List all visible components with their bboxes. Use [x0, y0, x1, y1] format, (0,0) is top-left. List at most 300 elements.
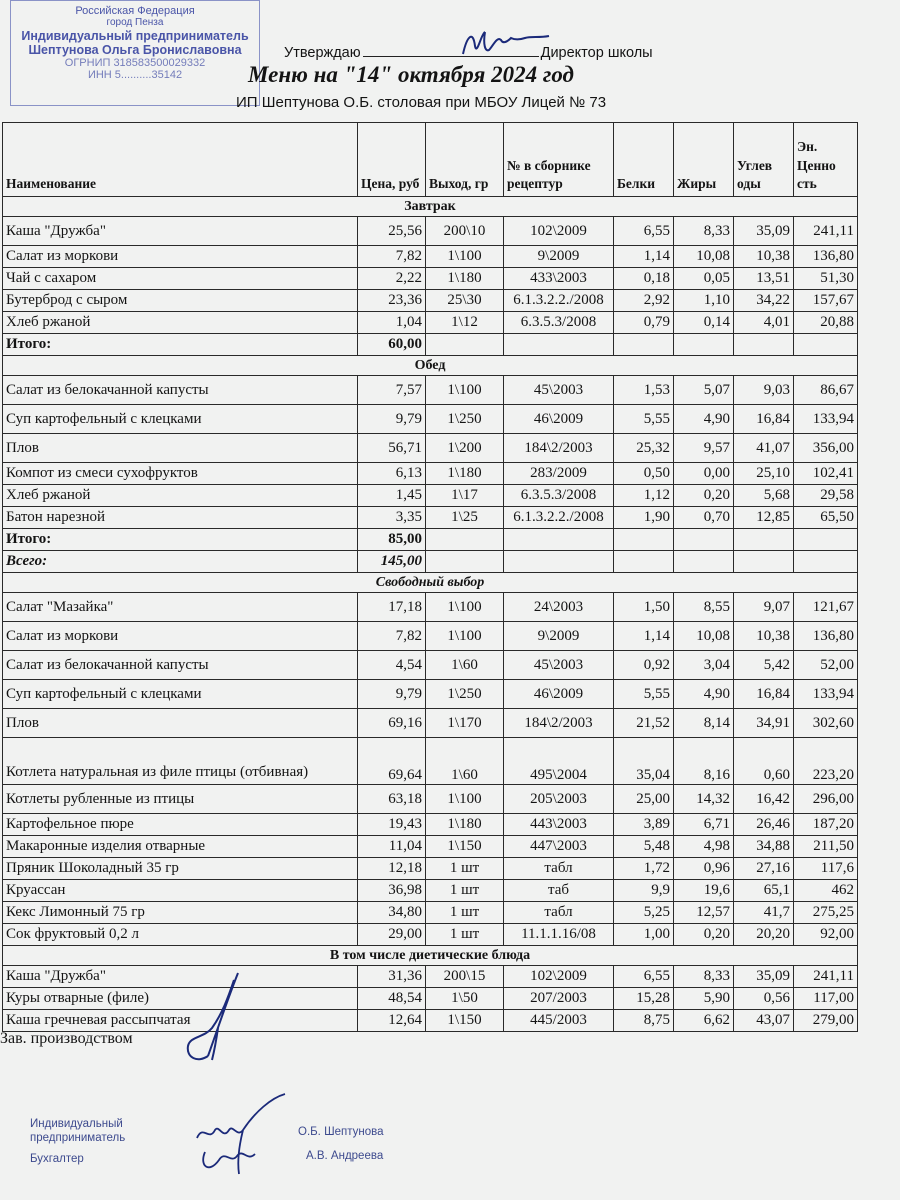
- cell-recipe: 11.1.1.16/08: [504, 924, 614, 946]
- header-fat: Жиры: [674, 123, 734, 197]
- cell-fat: 9,57: [674, 434, 734, 463]
- table-header: [3, 123, 858, 197]
- entrepreneur-signature-icon: [185, 1090, 295, 1180]
- cell-recipe: 495\2004: [504, 738, 614, 785]
- cell-price: 36,98: [358, 880, 426, 902]
- cell-energy: 302,60: [794, 709, 858, 738]
- total-value: 85,00: [358, 529, 426, 551]
- cell-energy: 117,6: [794, 858, 858, 880]
- cell-recipe: 207/2003: [504, 988, 614, 1010]
- empty-cell: [426, 551, 504, 573]
- cell-fat: 19,6: [674, 880, 734, 902]
- cell-name: Компот из смеси сухофруктов: [3, 463, 358, 485]
- empty-cell: [504, 334, 614, 356]
- table-row: [3, 858, 858, 880]
- header-price: Цена, руб: [358, 123, 426, 197]
- table-row: [3, 485, 858, 507]
- cell-carbs: 4,01: [734, 312, 794, 334]
- cell-output: 1\200: [426, 434, 504, 463]
- section-row-breakfast: [3, 197, 858, 217]
- cell-carbs: 41,7: [734, 902, 794, 924]
- cell-output: 1 шт: [426, 858, 504, 880]
- name-accountant: А.В. Андреева: [306, 1150, 384, 1162]
- total-label: Всего:: [3, 551, 358, 573]
- cell-price: 25,56: [358, 217, 426, 246]
- cell-protein: 8,75: [614, 1010, 674, 1032]
- cell-price: 1,45: [358, 485, 426, 507]
- cell-carbs: 34,91: [734, 709, 794, 738]
- header-energy: Эн. Ценно сть: [794, 123, 858, 197]
- cell-recipe: 102\2009: [504, 217, 614, 246]
- cell-fat: 5,07: [674, 376, 734, 405]
- cell-protein: 6,55: [614, 966, 674, 988]
- cell-carbs: 16,42: [734, 785, 794, 814]
- cell-energy: 356,00: [794, 434, 858, 463]
- cell-protein: 1,12: [614, 485, 674, 507]
- cell-name: Чай с сахаром: [3, 268, 358, 290]
- cell-fat: 8,55: [674, 593, 734, 622]
- table-row: [3, 836, 858, 858]
- cell-price: 6,13: [358, 463, 426, 485]
- cell-carbs: 16,84: [734, 680, 794, 709]
- table-row: [3, 622, 858, 651]
- cell-recipe: 9\2009: [504, 622, 614, 651]
- cell-carbs: 9,07: [734, 593, 794, 622]
- cell-name: Салат из белокачанной капусты: [3, 651, 358, 680]
- cell-name: Каша гречневая рассыпчатая: [3, 1010, 358, 1032]
- table-row: [3, 814, 858, 836]
- cell-fat: 0,20: [674, 924, 734, 946]
- cell-energy: 241,11: [794, 966, 858, 988]
- table-row: [3, 709, 858, 738]
- cell-price: 48,54: [358, 988, 426, 1010]
- cell-recipe: 205\2003: [504, 785, 614, 814]
- table-body: [3, 197, 858, 1032]
- cell-price: 69,64: [358, 738, 426, 785]
- empty-cell: [674, 551, 734, 573]
- cell-output: 200\10: [426, 217, 504, 246]
- cell-recipe: 46\2009: [504, 680, 614, 709]
- stamp-owner: Шептунова Ольга Брониславовна: [28, 42, 242, 57]
- stamp-city: город Пенза: [106, 17, 164, 29]
- cell-recipe: 6.3.5.3/2008: [504, 485, 614, 507]
- cell-fat: 4,90: [674, 405, 734, 434]
- cell-fat: 12,57: [674, 902, 734, 924]
- cell-recipe: 184\2/2003: [504, 434, 614, 463]
- cell-price: 2,22: [358, 268, 426, 290]
- cell-recipe: 184\2/2003: [504, 709, 614, 738]
- table-row: [3, 246, 858, 268]
- cell-energy: 117,00: [794, 988, 858, 1010]
- table-row: [3, 738, 858, 785]
- cell-name: Каша "Дружба": [3, 217, 358, 246]
- cell-protein: 1,90: [614, 507, 674, 529]
- cell-protein: 5,55: [614, 680, 674, 709]
- cell-recipe: 445/2003: [504, 1010, 614, 1032]
- cell-recipe: 447\2003: [504, 836, 614, 858]
- role-entrepreneur: Индивидуальный предприниматель: [30, 1118, 126, 1144]
- cell-output: 1\100: [426, 246, 504, 268]
- table-row: [3, 290, 858, 312]
- cell-name: Хлеб ржаной: [3, 312, 358, 334]
- empty-cell: [426, 529, 504, 551]
- cell-carbs: 0,60: [734, 738, 794, 785]
- cell-name: Плов: [3, 434, 358, 463]
- cell-price: 1,04: [358, 312, 426, 334]
- cell-price: 23,36: [358, 290, 426, 312]
- cell-protein: 0,18: [614, 268, 674, 290]
- cell-carbs: 10,38: [734, 246, 794, 268]
- section-title: Завтрак: [3, 197, 858, 217]
- cell-energy: 187,20: [794, 814, 858, 836]
- cell-carbs: 25,10: [734, 463, 794, 485]
- cell-recipe: 6.1.3.2.2./2008: [504, 290, 614, 312]
- cell-fat: 4,98: [674, 836, 734, 858]
- cell-name: Салат "Мазайка": [3, 593, 358, 622]
- total-value: 60,00: [358, 334, 426, 356]
- cell-name: Котлеты рубленные из птицы: [3, 785, 358, 814]
- cell-fat: 10,08: [674, 246, 734, 268]
- cell-price: 12,18: [358, 858, 426, 880]
- table-row: [3, 434, 858, 463]
- cell-name: Батон нарезной: [3, 507, 358, 529]
- cell-price: 34,80: [358, 902, 426, 924]
- cell-name: Котлета натуральная из филе птицы (отбивная): [3, 738, 358, 785]
- cell-energy: 29,58: [794, 485, 858, 507]
- cell-name: Сок фруктовый 0,2 л: [3, 924, 358, 946]
- section-row-diet: [3, 946, 858, 966]
- cell-fat: 6,71: [674, 814, 734, 836]
- cell-fat: 0,05: [674, 268, 734, 290]
- cell-output: 1\100: [426, 622, 504, 651]
- table-row: [3, 312, 858, 334]
- table-row: [3, 988, 858, 1010]
- cell-fat: 8,16: [674, 738, 734, 785]
- cell-price: 4,54: [358, 651, 426, 680]
- cell-carbs: 20,20: [734, 924, 794, 946]
- table-row: [3, 507, 858, 529]
- menu-table: [2, 122, 858, 1032]
- cell-name: Салат из моркови: [3, 246, 358, 268]
- cell-fat: 0,14: [674, 312, 734, 334]
- cell-output: 1 шт: [426, 902, 504, 924]
- cell-name: Плов: [3, 709, 358, 738]
- cell-protein: 0,92: [614, 651, 674, 680]
- cell-energy: 52,00: [794, 651, 858, 680]
- cell-protein: 2,92: [614, 290, 674, 312]
- cell-carbs: 43,07: [734, 1010, 794, 1032]
- cell-output: 1\60: [426, 651, 504, 680]
- cell-price: 31,36: [358, 966, 426, 988]
- empty-cell: [426, 334, 504, 356]
- empty-cell: [794, 529, 858, 551]
- empty-cell: [674, 529, 734, 551]
- cell-protein: 5,55: [614, 405, 674, 434]
- cell-protein: 15,28: [614, 988, 674, 1010]
- production-manager-label: Зав. производством: [0, 1030, 133, 1047]
- cell-energy: 462: [794, 880, 858, 902]
- table-row: [3, 680, 858, 709]
- cell-protein: 0,50: [614, 463, 674, 485]
- stamp-country: Российская Федерация: [75, 5, 195, 17]
- cell-energy: 223,20: [794, 738, 858, 785]
- cell-protein: 1,14: [614, 622, 674, 651]
- cell-protein: 1,72: [614, 858, 674, 880]
- cell-name: Каша "Дружба": [3, 966, 358, 988]
- cell-protein: 1,00: [614, 924, 674, 946]
- cell-energy: 92,00: [794, 924, 858, 946]
- cell-fat: 3,04: [674, 651, 734, 680]
- cell-recipe: 45\2003: [504, 651, 614, 680]
- cell-name: Суп картофельный с клецками: [3, 405, 358, 434]
- cell-fat: 0,00: [674, 463, 734, 485]
- total-label: Итого:: [3, 334, 358, 356]
- cell-output: 1 шт: [426, 924, 504, 946]
- cell-output: 25\30: [426, 290, 504, 312]
- cell-recipe: 9\2009: [504, 246, 614, 268]
- cell-protein: 5,48: [614, 836, 674, 858]
- cell-carbs: 9,03: [734, 376, 794, 405]
- cell-energy: 136,80: [794, 246, 858, 268]
- cell-output: 1\180: [426, 814, 504, 836]
- cell-carbs: 12,85: [734, 507, 794, 529]
- cell-energy: 133,94: [794, 680, 858, 709]
- page-subtitle: ИП Шептунова О.Б. столовая при МБОУ Лицей № 73: [236, 94, 607, 111]
- empty-cell: [614, 529, 674, 551]
- cell-carbs: 65,1: [734, 880, 794, 902]
- cell-fat: 6,62: [674, 1010, 734, 1032]
- cell-recipe: 6.1.3.2.2./2008: [504, 507, 614, 529]
- cell-energy: 211,50: [794, 836, 858, 858]
- director-signature-icon: [455, 26, 555, 62]
- cell-carbs: 5,68: [734, 485, 794, 507]
- cell-energy: 279,00: [794, 1010, 858, 1032]
- cell-output: 1\180: [426, 463, 504, 485]
- cell-protein: 5,25: [614, 902, 674, 924]
- cell-fat: 0,96: [674, 858, 734, 880]
- cell-output: 1\150: [426, 1010, 504, 1032]
- cell-name: Картофельное пюре: [3, 814, 358, 836]
- page-title: Меню на "14" октября 2024 год: [248, 62, 574, 87]
- cell-output: 200\15: [426, 966, 504, 988]
- table-row: [3, 593, 858, 622]
- cell-name: Хлеб ржаной: [3, 485, 358, 507]
- stamp-inn: ИНН 5..........35142: [87, 68, 183, 81]
- cell-protein: 25,00: [614, 785, 674, 814]
- table-row: [3, 463, 858, 485]
- cell-protein: 1,14: [614, 246, 674, 268]
- cell-fat: 8,33: [674, 217, 734, 246]
- cell-energy: 121,67: [794, 593, 858, 622]
- total-row: [3, 529, 858, 551]
- cell-recipe: 433\2003: [504, 268, 614, 290]
- cell-carbs: 13,51: [734, 268, 794, 290]
- cell-name: Салат из белокачанной капусты: [3, 376, 358, 405]
- total-label: Итого:: [3, 529, 358, 551]
- cell-output: 1\180: [426, 268, 504, 290]
- table-row: [3, 1010, 858, 1032]
- empty-cell: [674, 334, 734, 356]
- cell-fat: 14,32: [674, 785, 734, 814]
- section-title: В том числе диетические блюда: [3, 946, 858, 966]
- cell-carbs: 0,56: [734, 988, 794, 1010]
- empty-cell: [504, 551, 614, 573]
- stamp-type: Индивидуальный предприниматель: [21, 28, 249, 43]
- cell-price: 3,35: [358, 507, 426, 529]
- table-row: [3, 217, 858, 246]
- section-title: Обед: [3, 356, 858, 376]
- table-row: [3, 924, 858, 946]
- company-stamp: [10, 0, 260, 106]
- cell-recipe: 283/2009: [504, 463, 614, 485]
- table-row: [3, 405, 858, 434]
- cell-name: Кекс Лимонный 75 гр: [3, 902, 358, 924]
- cell-output: 1\12: [426, 312, 504, 334]
- cell-energy: 102,41: [794, 463, 858, 485]
- cell-price: 7,82: [358, 622, 426, 651]
- cell-name: Бутерброд с сыром: [3, 290, 358, 312]
- manager-signature-icon: [168, 968, 258, 1068]
- cell-fat: 1,10: [674, 290, 734, 312]
- cell-recipe: табл: [504, 858, 614, 880]
- cell-output: 1\150: [426, 836, 504, 858]
- cell-price: 9,79: [358, 680, 426, 709]
- cell-recipe: 24\2003: [504, 593, 614, 622]
- cell-price: 69,16: [358, 709, 426, 738]
- cell-output: 1\250: [426, 405, 504, 434]
- cell-energy: 133,94: [794, 405, 858, 434]
- cell-protein: 6,55: [614, 217, 674, 246]
- cell-fat: 8,33: [674, 966, 734, 988]
- cell-name: Суп картофельный с клецками: [3, 680, 358, 709]
- empty-cell: [794, 551, 858, 573]
- cell-output: 1\100: [426, 376, 504, 405]
- table-row: [3, 966, 858, 988]
- cell-price: 19,43: [358, 814, 426, 836]
- role-accountant: Бухгалтер: [30, 1153, 84, 1165]
- total-value: 145,00: [358, 551, 426, 573]
- cell-output: 1 шт: [426, 880, 504, 902]
- cell-price: 7,57: [358, 376, 426, 405]
- name-entrepreneur: О.Б. Шептунова: [298, 1126, 384, 1138]
- cell-name: Макаронные изделия отварные: [3, 836, 358, 858]
- cell-carbs: 34,22: [734, 290, 794, 312]
- cell-price: 56,71: [358, 434, 426, 463]
- cell-carbs: 16,84: [734, 405, 794, 434]
- cell-output: 1\25: [426, 507, 504, 529]
- cell-recipe: 6.3.5.3/2008: [504, 312, 614, 334]
- table-row: [3, 880, 858, 902]
- header-recipe: № в сборнике рецептур: [504, 123, 614, 197]
- cell-recipe: 102\2009: [504, 966, 614, 988]
- cell-recipe: 443\2003: [504, 814, 614, 836]
- cell-protein: 25,32: [614, 434, 674, 463]
- cell-recipe: 46\2009: [504, 405, 614, 434]
- cell-price: 7,82: [358, 246, 426, 268]
- cell-energy: 136,80: [794, 622, 858, 651]
- cell-output: 1\100: [426, 593, 504, 622]
- table-row: [3, 651, 858, 680]
- cell-price: 11,04: [358, 836, 426, 858]
- empty-cell: [734, 334, 794, 356]
- total-row: [3, 551, 858, 573]
- cell-energy: 296,00: [794, 785, 858, 814]
- cell-name: Круассан: [3, 880, 358, 902]
- cell-recipe: табл: [504, 902, 614, 924]
- empty-cell: [794, 334, 858, 356]
- cell-fat: 5,90: [674, 988, 734, 1010]
- cell-protein: 0,79: [614, 312, 674, 334]
- cell-protein: 35,04: [614, 738, 674, 785]
- empty-cell: [614, 334, 674, 356]
- cell-energy: 51,30: [794, 268, 858, 290]
- cell-output: 1\60: [426, 738, 504, 785]
- empty-cell: [504, 529, 614, 551]
- cell-energy: 65,50: [794, 507, 858, 529]
- cell-protein: 21,52: [614, 709, 674, 738]
- section-row-free: [3, 573, 858, 593]
- cell-fat: 4,90: [674, 680, 734, 709]
- cell-carbs: 10,38: [734, 622, 794, 651]
- table-row: [3, 902, 858, 924]
- cell-carbs: 27,16: [734, 858, 794, 880]
- cell-name: Куры отварные (филе): [3, 988, 358, 1010]
- cell-energy: 20,88: [794, 312, 858, 334]
- cell-fat: 8,14: [674, 709, 734, 738]
- approval-label: Утверждаю: [284, 45, 361, 61]
- cell-price: 17,18: [358, 593, 426, 622]
- cell-fat: 0,20: [674, 485, 734, 507]
- header-carbs: Углев оды: [734, 123, 794, 197]
- cell-energy: 157,67: [794, 290, 858, 312]
- cell-carbs: 34,88: [734, 836, 794, 858]
- section-title: Свободный выбор: [3, 573, 858, 593]
- header-output: Выход, гр: [426, 123, 504, 197]
- cell-carbs: 26,46: [734, 814, 794, 836]
- cell-price: 63,18: [358, 785, 426, 814]
- header-protein: Белки: [614, 123, 674, 197]
- cell-output: 1\17: [426, 485, 504, 507]
- table-row: [3, 376, 858, 405]
- header-name: Наименование: [3, 123, 358, 197]
- cell-price: 9,79: [358, 405, 426, 434]
- cell-output: 1\50: [426, 988, 504, 1010]
- cell-output: 1\170: [426, 709, 504, 738]
- cell-protein: 1,50: [614, 593, 674, 622]
- cell-carbs: 41,07: [734, 434, 794, 463]
- table-row: [3, 785, 858, 814]
- empty-cell: [734, 529, 794, 551]
- cell-protein: 1,53: [614, 376, 674, 405]
- cell-output: 1\250: [426, 680, 504, 709]
- cell-price: 29,00: [358, 924, 426, 946]
- cell-fat: 10,08: [674, 622, 734, 651]
- section-row-lunch: [3, 356, 858, 376]
- cell-price: 12,64: [358, 1010, 426, 1032]
- empty-cell: [734, 551, 794, 573]
- stamp-ogrnip: ОГРНИП 318583500029332: [64, 56, 206, 69]
- total-row: [3, 334, 858, 356]
- cell-carbs: 35,09: [734, 217, 794, 246]
- cell-protein: 3,89: [614, 814, 674, 836]
- cell-recipe: 45\2003: [504, 376, 614, 405]
- cell-recipe: таб: [504, 880, 614, 902]
- cell-energy: 86,67: [794, 376, 858, 405]
- cell-energy: 275,25: [794, 902, 858, 924]
- cell-name: Пряник Шоколадный 35 гр: [3, 858, 358, 880]
- approval-role: Директор школы: [540, 45, 653, 61]
- cell-carbs: 35,09: [734, 966, 794, 988]
